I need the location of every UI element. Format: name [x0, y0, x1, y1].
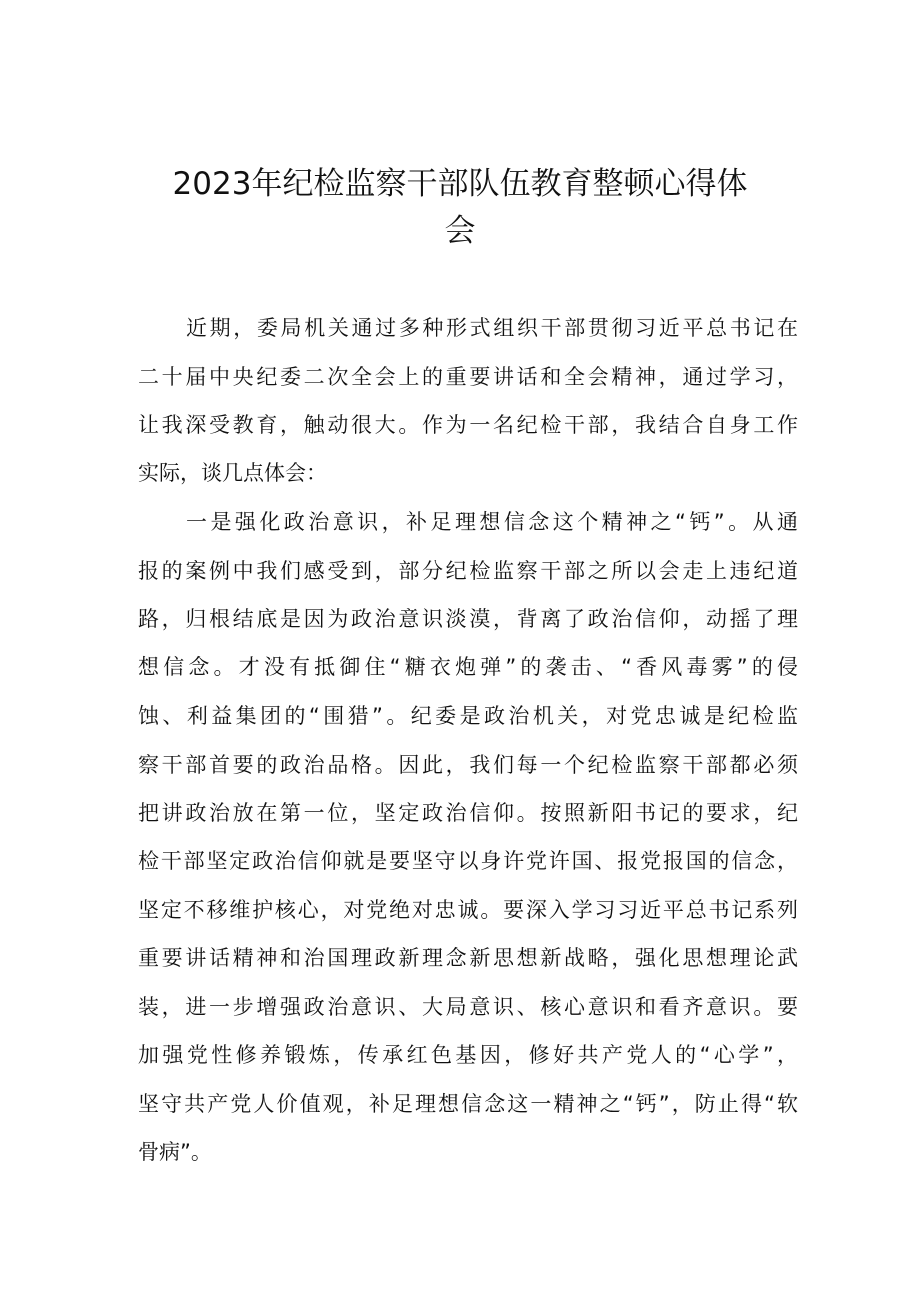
- paragraph-line: 把讲政治放在第一位，坚定政治信仰。按照新阳书记的要求，纪: [138, 801, 798, 825]
- paragraph-line: 蚀、利益集团的“围猎”。纪委是政治机关，对党忠诚是纪检监: [138, 704, 798, 728]
- paragraph-line: 坚守共产党人价值观，补足理想信念这一精神之“钙”，防止得“软: [138, 1092, 798, 1116]
- paragraph-line: 加强党性修养锻炼，传承红色基因，修好共产党人的“心学”，: [138, 1043, 798, 1067]
- document-title-line-2: 会: [444, 213, 476, 249]
- paragraph-line: 近期，委局机关通过多种形式组织干部贯彻习近平总书记在: [186, 316, 798, 340]
- paragraph-line: 骨病”。: [138, 1140, 212, 1164]
- paragraph-line: 一是强化政治意识，补足理想信念这个精神之“钙”。从通: [186, 510, 798, 534]
- paragraph-line: 让我深受教育，触动很大。作为一名纪检干部，我结合自身工作: [138, 413, 798, 437]
- paragraph-line: 报的案例中我们感受到，部分纪检监察干部之所以会走上违纪道: [138, 559, 798, 583]
- paragraph-line: 重要讲话精神和治国理政新理念新思想新战略，强化思想理论武: [138, 946, 798, 970]
- paragraph-line: 坚定不移维护核心，对党绝对忠诚。要深入学习习近平总书记系列: [138, 898, 798, 922]
- paragraph-line: 想信念。才没有抵御住“糖衣炮弹”的袭击、“香风毒雾”的侵: [138, 655, 798, 679]
- paragraph-line: 检干部坚定政治信仰就是要坚守以身许党许国、报党报国的信念，: [138, 849, 798, 873]
- paragraph-line: 察干部首要的政治品格。因此，我们每一个纪检监察干部都必须: [138, 753, 798, 777]
- paragraph-line: 装，进一步增强政治意识、大局意识、核心意识和看齐意识。要: [138, 995, 798, 1019]
- document-title-line-1: 2023年纪检监察干部队伍教育整顿心得体: [172, 166, 748, 202]
- paragraph-line: 路，归根结底是因为政治意识淡漠，背离了政治信仰，动摇了理: [138, 607, 798, 631]
- paragraph-line: 实际，谈几点体会：: [138, 461, 327, 485]
- paragraph-line: 二十届中央纪委二次全会上的重要讲话和全会精神，通过学习，: [138, 365, 798, 389]
